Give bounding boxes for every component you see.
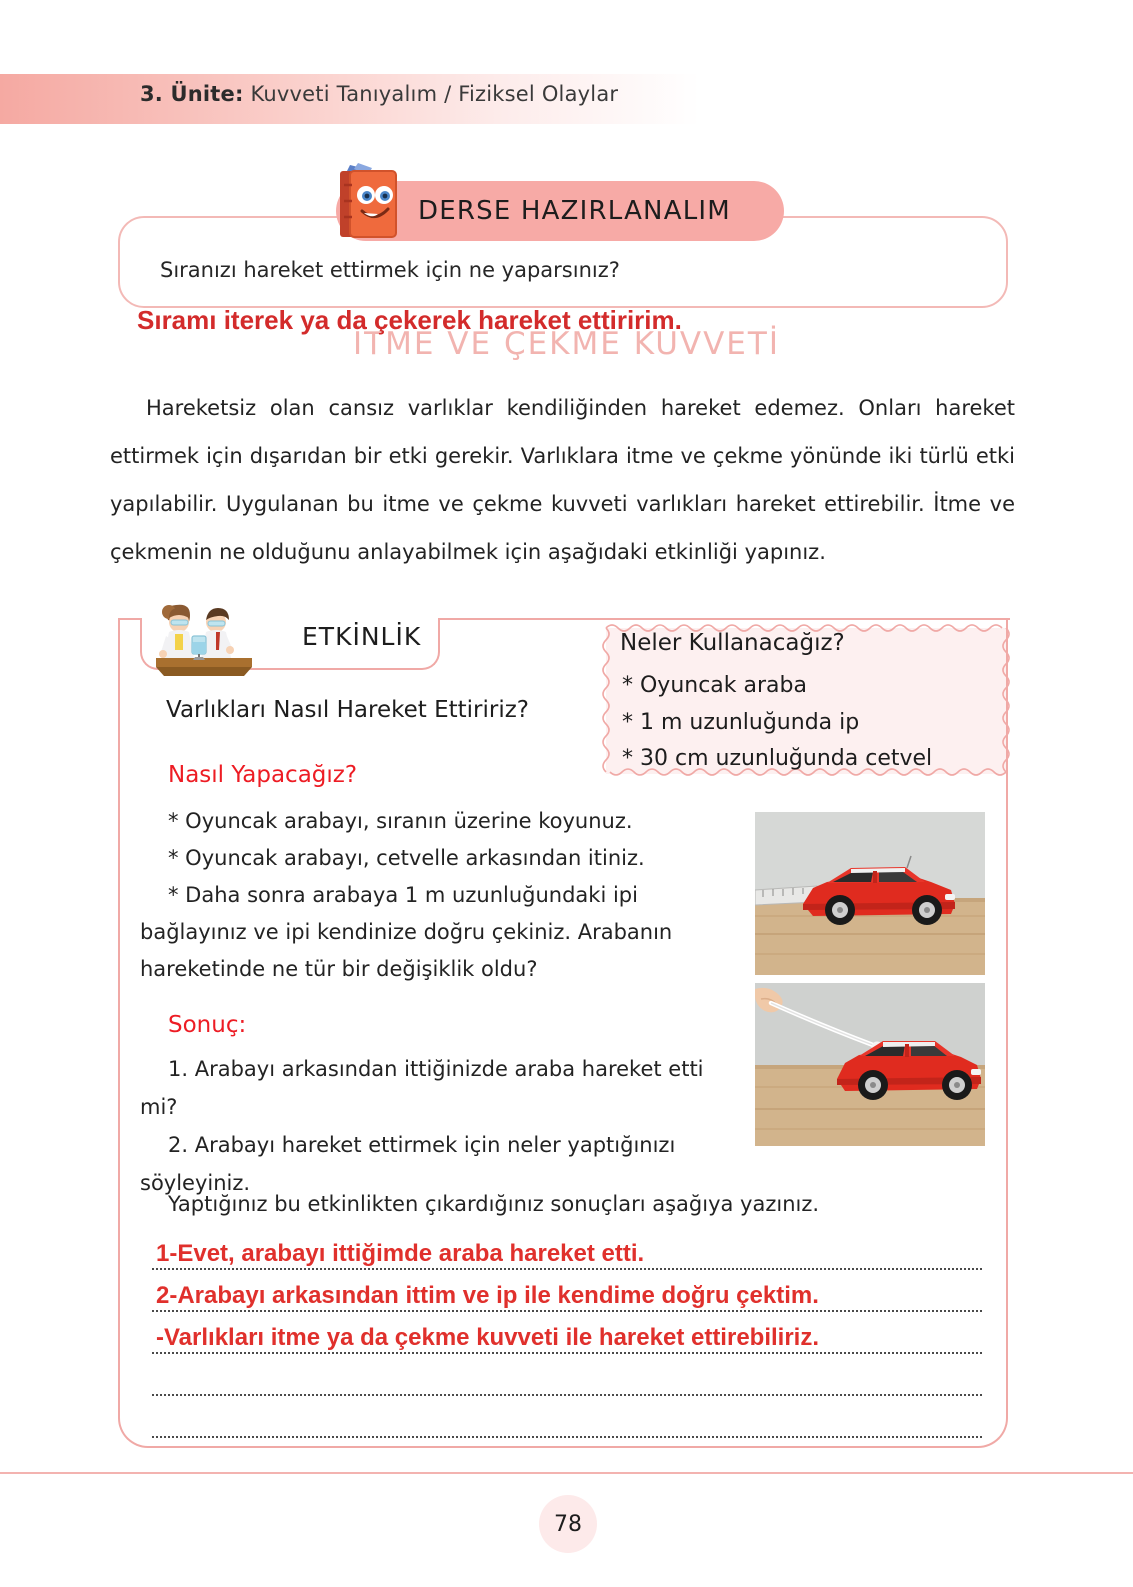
body-paragraph: Hareketsiz olan cansız varlıklar kendiliğinden hareket edemez. Onları hareket ettirmek için dışarıdan bir etki gerekir. Varlıklara itme ve çekme yönünde iki türlü etki yapılabilir. Uygulanan bu itme ve çekme kuvveti varlıkları hareket ettirebilir. İtme ve çekmenin ne olduğunu anlayabilmek için aşağıdaki etkinliği yapınız. xyxy=(110,396,1015,564)
answer-line[interactable] xyxy=(152,1268,982,1270)
materials-item: * Oyuncak araba xyxy=(622,673,807,698)
page-number: 78 xyxy=(554,1512,582,1537)
how-to-step: * Daha sonra arabaya 1 m uzunluğundaki ipi bağlayınız ve ipi kendinize doğru çekiniz. Arabanın hareketinde ne tür bir değişiklik oldu? xyxy=(140,883,673,981)
answer-line[interactable] xyxy=(152,1310,982,1312)
answer-line[interactable] xyxy=(152,1394,982,1396)
materials-item: * 1 m uzunluğunda ip xyxy=(622,710,860,735)
unit-prefix: 3. Ünite: xyxy=(140,82,244,106)
materials-item: * 30 cm uzunluğunda cetvel xyxy=(622,746,933,771)
activity-box-top-left-edge xyxy=(118,618,142,620)
student-answer-3: -Varlıkları itme ya da çekme kuvveti ile hareket ettirebiliriz. xyxy=(156,1324,827,1352)
activity-box-top-right-edge xyxy=(438,618,1010,620)
result-question-list xyxy=(140,1050,740,1202)
section-title-faded: İTME VE ÇEKME KUVVETİ xyxy=(353,326,780,362)
toy-car-pushed-with-ruler-photo xyxy=(755,812,985,975)
result-title: Sonuç: xyxy=(168,1012,247,1038)
result-question: 1. Arabayı arkasından ittiğinizde araba hareket etti mi? xyxy=(140,1057,704,1119)
student-answer-1: 1-Evet, arabayı ittiğimde araba hareket etti. xyxy=(156,1240,652,1268)
footer-rule xyxy=(0,1472,1133,1474)
materials-title: Neler Kullanacağız? xyxy=(620,630,845,656)
activity-tab-label: ETKİNLİK xyxy=(302,622,422,651)
closing-prompt: Yaptığınız bu etkinlikten çıkardığınız sonuçları aşağıya yazınız. xyxy=(168,1192,820,1216)
how-to-step: * Oyuncak arabayı, sıranın üzerine koyunuz. xyxy=(168,809,633,833)
breadcrumb xyxy=(140,82,618,106)
students-experiment-icon xyxy=(146,598,264,676)
unit-title: Kuvveti Tanıyalım / Fiziksel Olaylar xyxy=(250,82,619,106)
answer-line[interactable] xyxy=(152,1436,982,1438)
answer-line[interactable] xyxy=(152,1352,982,1354)
prep-question: Sıranızı hareket ettirmek için ne yaparsınız? xyxy=(160,258,620,282)
book-mascot-icon xyxy=(332,155,406,243)
how-to-step: * Oyuncak arabayı, cetvelle arkasından itiniz. xyxy=(168,846,645,870)
prep-section-tab-label: DERSE HAZIRLANALIM xyxy=(418,196,731,226)
how-to-title: Nasıl Yapacağız? xyxy=(168,762,358,788)
student-answer-prep: Sıramı iterek ya da çekerek hareket ettiririm. xyxy=(137,305,682,335)
activity-title: Varlıkları Nasıl Hareket Ettiririz? xyxy=(166,697,530,723)
student-answer-2: 2-Arabayı arkasından ittim ve ip ile kendime doğru çektim. xyxy=(156,1282,827,1310)
result-question: 2. Arabayı hareket ettirmek için neler yaptığınızı söyleyiniz. xyxy=(140,1133,676,1195)
how-to-list xyxy=(140,803,740,988)
toy-car-pulled-with-string-photo xyxy=(755,983,985,1146)
